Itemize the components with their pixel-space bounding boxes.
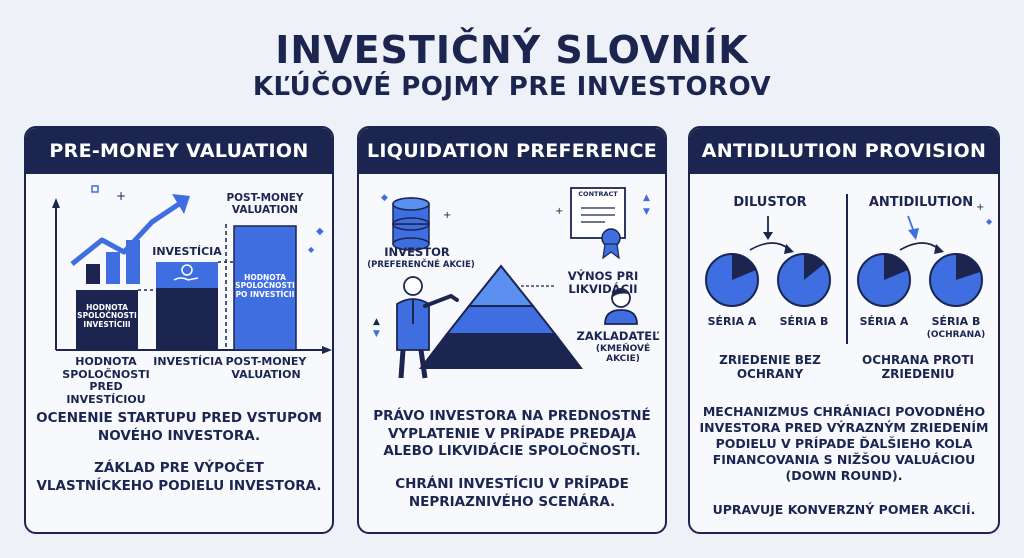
left-column-title: DILUSTOR (733, 195, 807, 210)
contract-icon (571, 188, 625, 258)
svg-text:▲: ▲ (373, 317, 380, 327)
panel-desc-1: MECHANIZMUS CHRÁNIACI POVODNÉHO INVESTORA PRED VÝRAZNÝM ZRIEDENÍM PODIELU V PRÍPADE ĎALŠIEHO KOLA FINANCOVANIA S NIŽŠOU VALUÁCIOU (DOWN ROUND). (699, 404, 989, 483)
left-seria-a: SÉRIA A (707, 315, 757, 328)
panel-desc-1: PRÁVO INVESTORA NA PREDNOSTNÉ VYPLATENIE V PRÍPADE PREDAJA ALEBO LIKVIDÁCIE SPOLOČNOSTI. (373, 408, 651, 460)
yield-label: VÝNOS PRI LIKVIDÁCII (567, 269, 639, 297)
main-title: INVESTIČNÝ SLOVNÍK (275, 28, 749, 72)
svg-text:▼: ▼ (643, 207, 650, 217)
investor-sub-label: (PREFERENČNÉ AKCIE) (367, 260, 475, 270)
left-caption: ZRIEDENIE BEZ OCHRANY (719, 353, 821, 381)
x-label-post: POST-MONEY VALUATION (225, 355, 307, 381)
investor-label: INVESTOR (384, 245, 450, 259)
bar-pre-label: HODNOTA SPOLOČNOSTI INVESTÍCIII (77, 303, 137, 329)
right-caption: OCHRANA PROTI ZRIEDENIU (862, 353, 974, 381)
svg-text:+: + (116, 189, 127, 203)
svg-text:▲: ▲ (643, 193, 650, 203)
panel-liquidation (357, 126, 667, 534)
bar-post-label: HODNOTA SPOLOČNOSTI PO INVESTÍCII (235, 273, 295, 299)
panel-desc-2: CHRÁNI INVESTÍCIU V PRÍPADE NEPRIAZNIVÉHO SCENÁRA. (395, 476, 629, 510)
svg-text:◆: ◆ (381, 193, 388, 203)
pie-chart-icon (706, 254, 830, 306)
panel-desc-2: ZÁKLAD PRE VÝPOČET VLASTNÍCKEHO PODIELU INVESTORA. (36, 460, 322, 494)
x-label-pre: HODNOTA SPOLOČNOSTI PRED INVESTÍCIOU (62, 355, 150, 406)
bar-post-top-label: POST-MONEY VALUATION (226, 192, 304, 217)
bar-investicia-top-label: INVESTÍCIA (152, 245, 222, 258)
panel-antidilution (688, 126, 1000, 534)
x-label-investicia: INVESTÍCIA (153, 355, 223, 368)
svg-text:◆: ◆ (986, 217, 993, 226)
svg-text:+: + (555, 206, 564, 217)
panel-heading: PRE-MONEY VALUATION (26, 128, 332, 174)
right-seria-a: SÉRIA A (859, 315, 909, 328)
right-column-title: ANTIDILUTION (868, 195, 974, 210)
svg-text:◆: ◆ (308, 245, 315, 254)
founder-label: ZAKLADATEĽ (576, 329, 660, 343)
main-subtitle: KĽÚČOVÉ POJMY PRE INVESTOROV (252, 72, 772, 102)
coin-stack-icon (393, 198, 429, 250)
panel-desc-1: OCENENIE STARTUPU PRED VSTUPOM NOVÉHO INVESTORA. (36, 410, 322, 444)
antidilution-graphic (690, 174, 1000, 334)
left-seria-b: SÉRIA B (779, 315, 829, 328)
panel-desc-2: UPRAVUJE KONVERZNÝ POMER AKCIÍ. (712, 502, 976, 517)
founder-sub-label: (KMEŇOVÉ AKCIE) (595, 344, 651, 365)
contract-label: CONTRACT (578, 190, 618, 198)
panel-heading: ANTIDILUTION PROVISION (690, 128, 998, 174)
panel-heading: LIQUIDATION PREFERENCE (359, 128, 665, 174)
svg-text:+: + (443, 210, 452, 221)
right-seria-b: SÉRIA B (931, 315, 981, 328)
panel-pre-money (24, 126, 334, 534)
svg-text:◆: ◆ (316, 226, 324, 237)
svg-text:▼: ▼ (373, 329, 380, 339)
svg-text:+: + (976, 202, 985, 213)
right-seria-b-sub: (OCHRANA) (926, 330, 986, 340)
